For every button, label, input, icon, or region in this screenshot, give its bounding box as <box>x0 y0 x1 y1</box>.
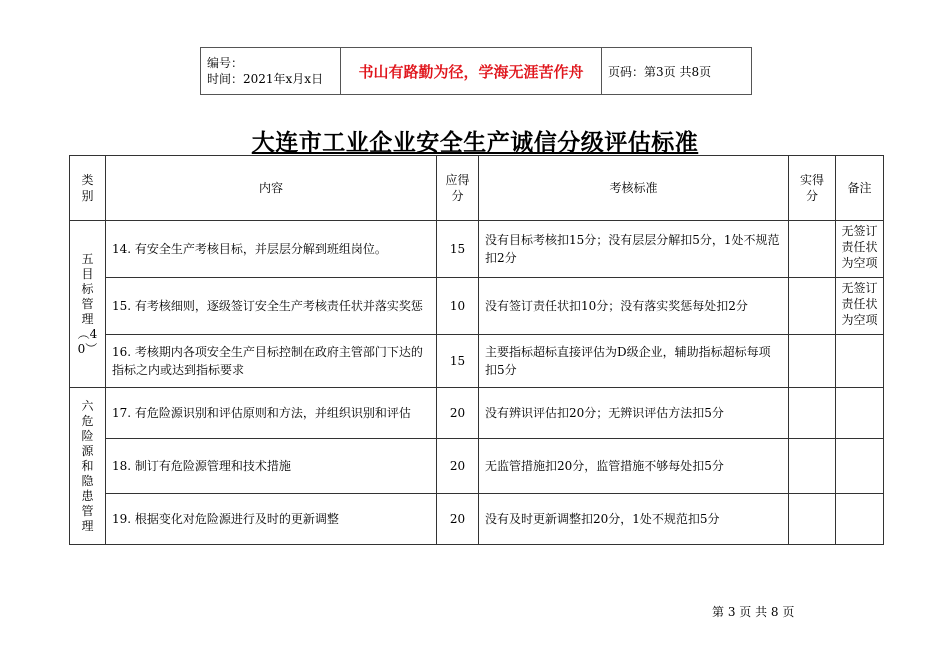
row-score: 15 <box>437 221 479 278</box>
row-actual <box>789 278 836 335</box>
category-char: 源 <box>81 443 94 458</box>
row-content: 19. 根据变化对危险源进行及时的更新调整 <box>106 494 437 545</box>
row-actual <box>789 221 836 278</box>
header-actual-line: 分 <box>805 189 818 203</box>
table-row <box>70 439 884 494</box>
row-criteria: 无监管措施扣20分，监管措施不够每处扣5分 <box>479 439 789 494</box>
header-category-line: 类 <box>81 173 94 187</box>
category-char: 五 <box>81 251 94 266</box>
table-row <box>70 388 884 439</box>
page-title: 大连市工业企业安全生产诚信分级评估标准 <box>251 130 699 156</box>
table-header-row <box>70 156 884 221</box>
header-category <box>70 156 106 221</box>
row-content: 15. 有考核细则，逐级签订安全生产考核责任状并落实奖惩 <box>106 278 437 335</box>
table-row <box>70 335 884 388</box>
header-score <box>437 156 479 221</box>
category-char: 险 <box>81 428 94 443</box>
row-actual <box>789 494 836 545</box>
row-criteria: 主要指标超标直接评估为D级企业，辅助指标超标每项扣5分 <box>479 335 789 388</box>
row-criteria: 没有签订责任状扣10分；没有落实奖惩每处扣2分 <box>479 278 789 335</box>
header-score-line: 应得 <box>445 173 470 187</box>
row-actual <box>789 388 836 439</box>
row-score: 20 <box>437 439 479 494</box>
header-actual <box>789 156 836 221</box>
row-actual <box>789 439 836 494</box>
category-char: 六 <box>81 398 94 413</box>
header-category-line: 别 <box>81 189 94 203</box>
row-criteria: 没有辨识评估扣20分；无辨识评估方法扣5分 <box>479 388 789 439</box>
header-meta <box>201 48 341 95</box>
row-remark: 无签订责任状为空项 <box>836 221 884 278</box>
table-row <box>70 494 884 545</box>
number-label: 编号： <box>207 56 244 70</box>
category-char: 管 <box>81 296 94 311</box>
row-score: 10 <box>437 278 479 335</box>
row-content: 14. 有安全生产考核目标，并层层分解到班组岗位。 <box>106 221 437 278</box>
row-content: 16. 考核期内各项安全生产目标控制在政府主管部门下达的指标之内或达到指标要求 <box>106 335 437 388</box>
category-hazard-management <box>70 388 106 545</box>
page-footer: 第 3 页 共 8 页 <box>712 605 795 619</box>
category-char: 管 <box>81 503 94 518</box>
row-remark <box>836 388 884 439</box>
category-char: 患 <box>81 488 94 503</box>
table-row <box>70 278 884 335</box>
category-char: 标 <box>81 281 94 296</box>
row-remark <box>836 439 884 494</box>
date-label: 时间：2021年x月x日 <box>207 72 324 86</box>
row-remark: 无签订责任状为空项 <box>836 278 884 335</box>
category-goal-management <box>70 221 106 388</box>
row-score: 20 <box>437 388 479 439</box>
header-actual-line: 实得 <box>799 173 824 187</box>
row-actual <box>789 335 836 388</box>
category-char: 理 <box>81 311 94 326</box>
row-score: 15 <box>437 335 479 388</box>
row-remark <box>836 335 884 388</box>
category-char: 危 <box>81 413 94 428</box>
document-header <box>200 47 752 95</box>
row-content: 18. 制订有危险源管理和技术措施 <box>106 439 437 494</box>
grading-table <box>69 155 884 545</box>
category-char: 隐 <box>81 473 94 488</box>
category-char: 和 <box>81 458 94 473</box>
category-char: 0︶ <box>77 341 98 356</box>
header-content: 内容 <box>106 156 437 221</box>
category-char: 理 <box>81 518 94 533</box>
header-remark: 备注 <box>836 156 884 221</box>
row-remark <box>836 494 884 545</box>
row-score: 20 <box>437 494 479 545</box>
motto: 书山有路勤为径，学海无涯苦作舟 <box>341 48 602 95</box>
page-label: 页码：第3页 共8页 <box>602 48 752 95</box>
row-content: 17. 有危险源识别和评估原则和方法，并组织识别和评估 <box>106 388 437 439</box>
header-score-line: 分 <box>451 189 464 203</box>
header-criteria: 考核标准 <box>479 156 789 221</box>
category-char: 目 <box>81 266 94 281</box>
row-criteria: 没有目标考核扣15分；没有层层分解扣5分，1处不规范扣2分 <box>479 221 789 278</box>
row-criteria: 没有及时更新调整扣20分，1处不规范扣5分 <box>479 494 789 545</box>
category-char: ︵4 <box>77 326 98 341</box>
table-row <box>70 221 884 278</box>
